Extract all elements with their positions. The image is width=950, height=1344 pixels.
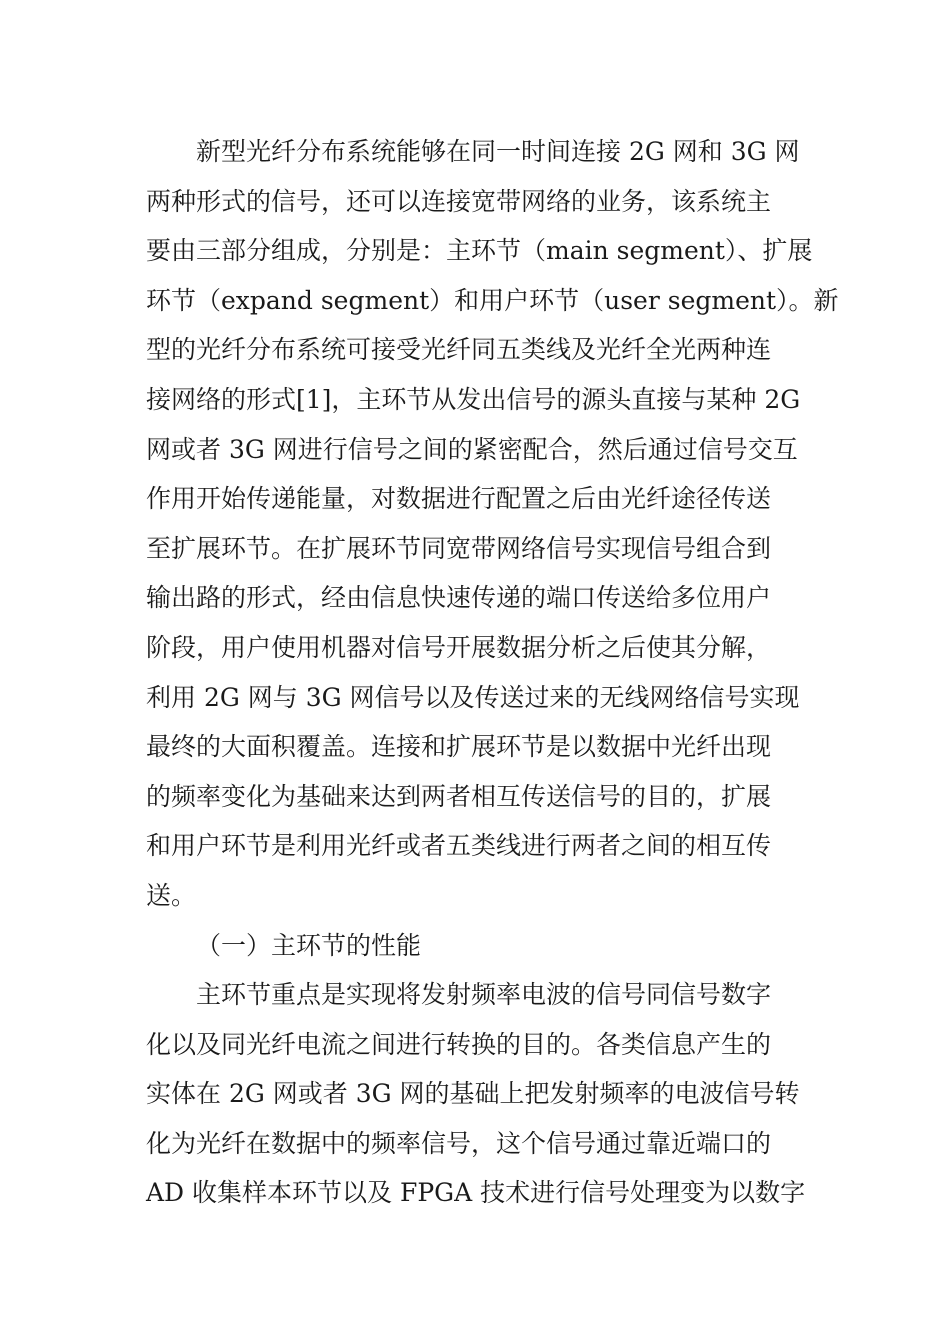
paragraph-line: 送。	[146, 880, 197, 910]
paragraph-line: AD 收集样本环节以及 FPGA 技术进行信号处理变为以数字	[146, 1178, 806, 1208]
paragraph	[146, 970, 806, 1218]
paragraph-line: 至扩展环节。在扩展环节同宽带网络信号实现信号组合到	[146, 533, 772, 563]
paragraph-line: 主环节重点是实现将发射频率电波的信号同信号数字	[196, 980, 772, 1010]
paragraph-line: 化以及同光纤电流之间进行转换的目的。各类信息产生的	[146, 1029, 772, 1059]
paragraph-line: 环节（expand segment）和用户环节（user segment）。新	[146, 285, 839, 315]
paragraph-line: 和用户环节是利用光纤或者五类线进行两者之间的相互传	[146, 831, 772, 861]
paragraph-line: 的频率变化为基础来达到两者相互传送信号的目的，扩展	[146, 781, 772, 811]
paragraph-line: 阶段，用户使用机器对信号开展数据分析之后使其分解，	[146, 632, 772, 662]
paragraph-line: 要由三部分组成，分别是：主环节（main segment）、扩展	[146, 236, 813, 266]
paragraph-line: 利用 2G 网与 3G 网信号以及传送过来的无线网络信号实现	[146, 682, 800, 712]
paragraph-line: 新型光纤分布系统能够在同一时间连接 2G 网和 3G 网	[196, 137, 800, 166]
paragraph-line: 实体在 2G 网或者 3G 网的基础上把发射频率的电波信号转	[146, 1079, 800, 1109]
paragraph-line: 输出路的形式，经由信息快速传递的端口传送给多位用户	[146, 583, 772, 613]
paragraph-line: 作用开始传递能量，对数据进行配置之后由光纤途径传送	[146, 484, 772, 514]
paragraph-line: 型的光纤分布系统可接受光纤同五类线及光纤全光两种连	[146, 335, 772, 365]
paragraph-line: 接网络的形式[1]，主环节从发出信号的源头直接与某种 2G	[146, 384, 801, 414]
document-body	[146, 127, 839, 1218]
paragraph-line: 化为光纤在数据中的频率信号，这个信号通过靠近端口的	[146, 1128, 772, 1158]
section-heading: （一）主环节的性能	[196, 930, 422, 960]
paragraph	[146, 127, 839, 921]
paragraph-line: 最终的大面积覆盖。连接和扩展环节是以数据中光纤出现	[146, 732, 772, 762]
paragraph-line: 两种形式的信号，还可以连接宽带网络的业务，该系统主	[146, 186, 772, 216]
paragraph-line: 网或者 3G 网进行信号之间的紧密配合，然后通过信号交互	[146, 434, 798, 464]
